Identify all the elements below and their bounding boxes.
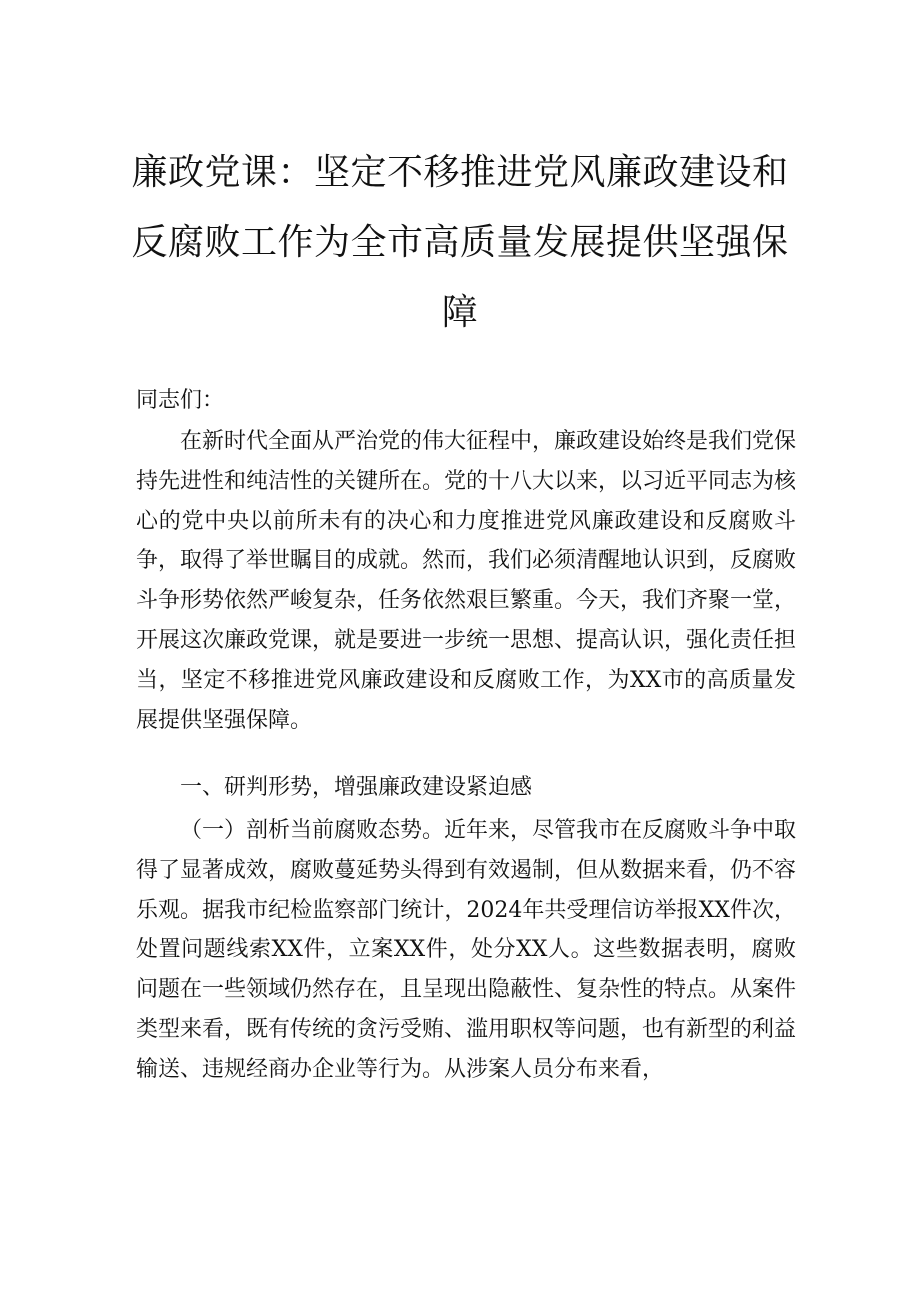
section-heading: 一、研判形势，增强廉政建设紧迫感 [180,775,533,800]
section-paragraph: （一）剖析当前腐败态势。近年来，尽管我市在反腐败斗争中取得了显著成效，腐败蔓延势头得到有效遏制，但从数据来看，仍不容乐观。据我市纪检监察部门统计，2024年共受理信访举报XX件次，处置问题线索XX件，立案XX件，处分XX人。这些数据表明，腐败问题在一些领域仍然存在，且呈现出隐蔽性、复杂性的特点。从案件类型来看，既有传统的贪污受贿、滥用职权等问题，也有新型的利益输送、违规经商办企业等行为。从涉案人员分布来看， [136,818,797,1082]
title-line-1: 廉政党课：坚定不移推进党风廉政建设和 [131,152,789,193]
document-title [130,138,790,348]
salutation: 同志们： [136,388,225,413]
title-line-3: 障 [441,292,479,333]
title-line-2: 反腐败工作为全市高质量发展提供坚强保 [131,222,789,263]
intro-paragraph: 在新时代全面从严治党的伟大征程中，廉政建设始终是我们党保持先进性和纯洁性的关键所在。党的十八大以来，以习近平同志为核心的党中央以前所未有的决心和力度推进党风廉政建设和反腐败斗争，取得了举世瞩目的成就。然而，我们必须清醒地认识到，反腐败斗争形势依然严峻复杂，任务依然艰巨繁重。今天，我们齐聚一堂，开展这次廉政党课，就是要进一步统一思想、提高认识，强化责任担当，坚定不移推进党风廉政建设和反腐败工作，为XX市的高质量发展提供坚强保障。 [136,429,797,733]
